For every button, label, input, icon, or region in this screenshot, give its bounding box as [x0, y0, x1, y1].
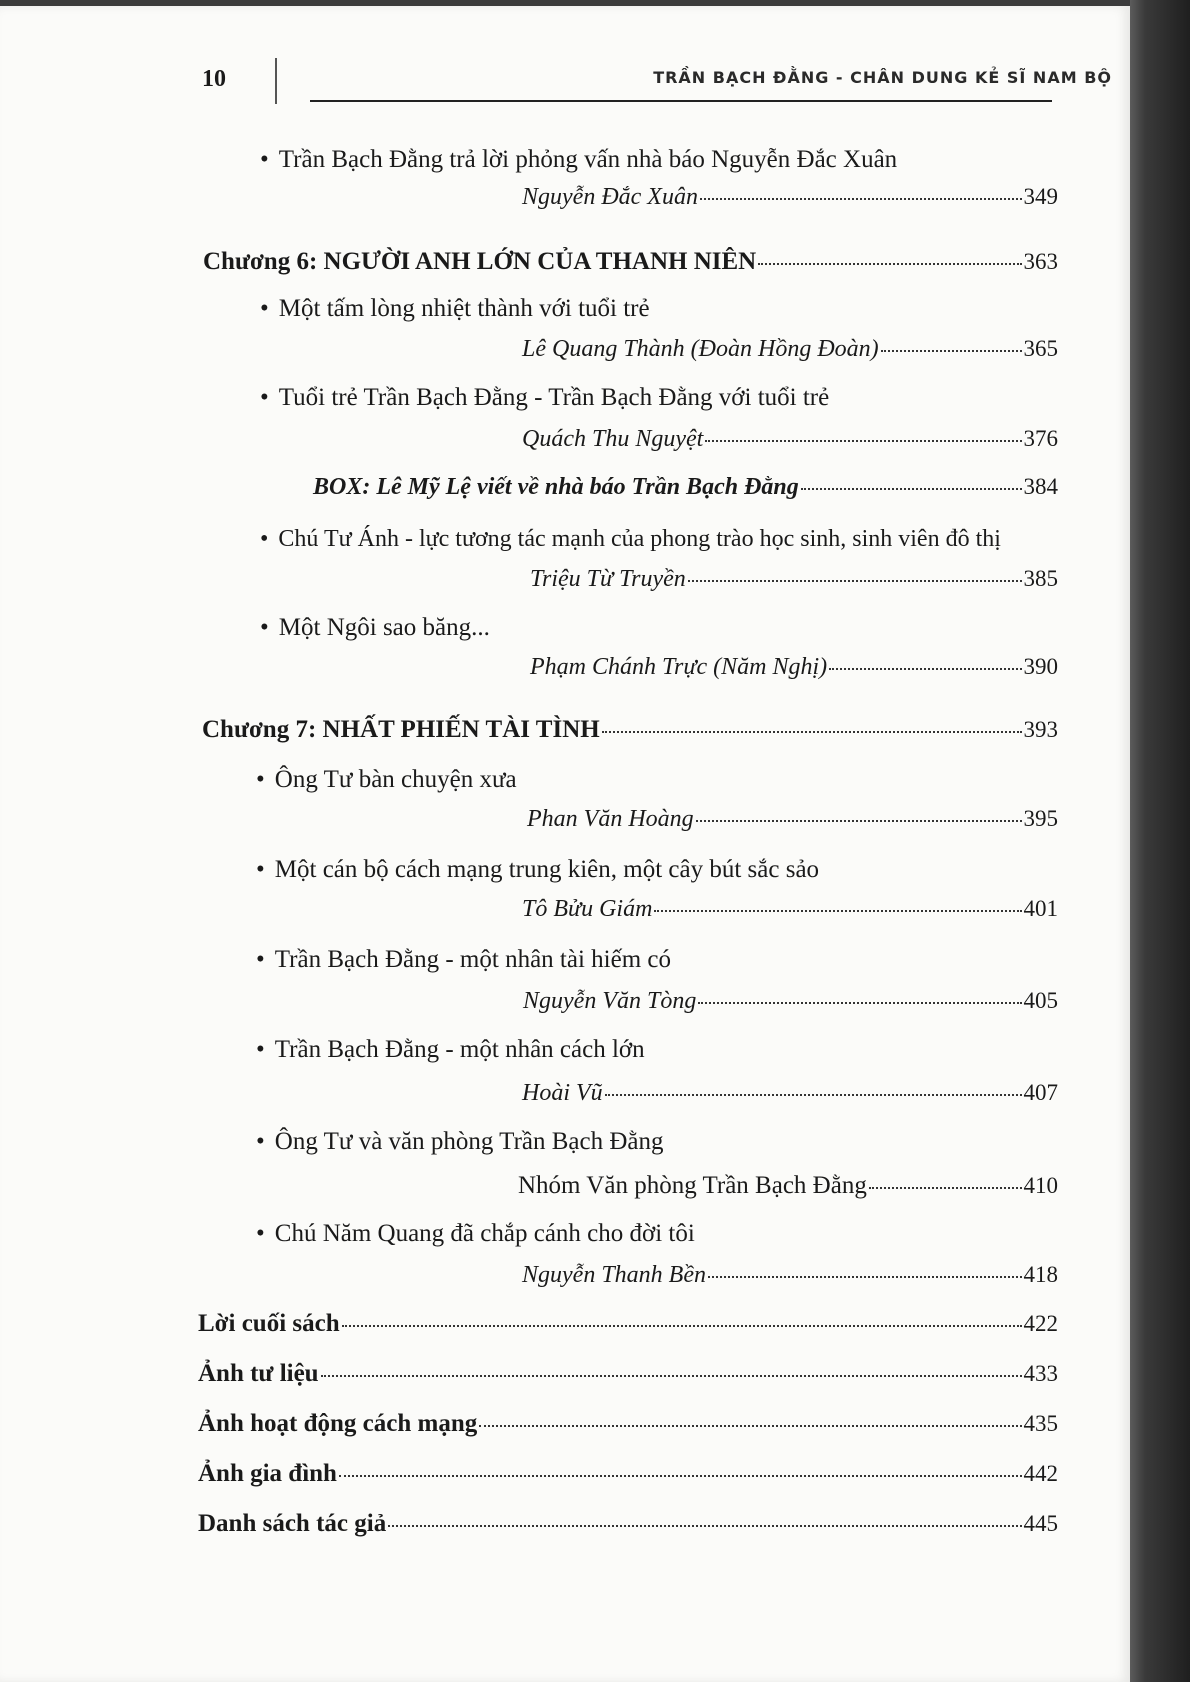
entry-title-text: Chú Tư Ánh - lực tương tác mạnh của phong trào học sinh, sinh viên đô thị [278, 526, 1001, 552]
entry-page: 390 [1023, 654, 1058, 679]
entry-author: Triệu Từ Truyền [530, 566, 686, 592]
entry-page: 385 [1023, 566, 1058, 591]
entry-page: 384 [1023, 474, 1058, 499]
section-title: Danh sách tác giả [198, 1510, 387, 1537]
toc-entry-line[interactable] [522, 184, 1058, 211]
section-title: Ảnh gia đình [198, 1460, 337, 1487]
entry-author: Quách Thu Nguyệt [522, 426, 704, 452]
entry-author: Nguyễn Văn Tòng [523, 988, 697, 1014]
dot-leader [688, 580, 1022, 582]
dot-leader [388, 1525, 1021, 1527]
dot-leader [869, 1187, 1022, 1189]
dot-leader [700, 198, 1022, 200]
box-title: BOX: Lê Mỹ Lệ viết về nhà báo Trần Bạch Đằng [313, 474, 799, 500]
toc-entry-line[interactable] [530, 654, 1058, 681]
entry-page: 445 [1023, 1511, 1058, 1536]
toc-entry-line[interactable] [522, 1080, 1058, 1107]
entry-page: 435 [1023, 1411, 1058, 1436]
toc-entry-line[interactable] [527, 806, 1058, 833]
entry-title-text: Một cán bộ cách mạng trung kiên, một cây bút sắc sảo [274, 856, 820, 883]
entry-title-text: Một tấm lòng nhiệt thành với tuổi trẻ [278, 295, 650, 322]
dot-leader [705, 440, 1021, 442]
section-entry[interactable] [198, 1410, 1058, 1438]
dot-leader [321, 1375, 1022, 1377]
dot-leader [696, 820, 1022, 822]
dot-leader [342, 1325, 1022, 1327]
toc-entry-title: • Ông Tư bàn chuyện xưa [256, 766, 517, 793]
entry-page: 433 [1023, 1361, 1058, 1386]
entry-author: Phan Văn Hoàng [527, 806, 694, 832]
dot-leader [708, 1276, 1022, 1278]
entry-page: 442 [1023, 1461, 1058, 1486]
entry-author: Nguyễn Đắc Xuân [522, 184, 698, 210]
entry-page: 395 [1023, 806, 1058, 831]
section-title: Ảnh tư liệu [198, 1360, 319, 1387]
entry-author: Phạm Chánh Trực (Năm Nghị) [530, 654, 828, 680]
toc-entry-line[interactable] [522, 336, 1058, 363]
section-title: Lời cuối sách [198, 1310, 340, 1337]
dot-leader [605, 1094, 1022, 1096]
dot-leader [602, 731, 1022, 733]
section-entry[interactable] [198, 1510, 1058, 1538]
entry-page: 405 [1023, 988, 1058, 1013]
dot-leader [698, 1002, 1021, 1004]
dot-leader [881, 350, 1022, 352]
entry-page: 349 [1023, 184, 1058, 209]
dot-leader [829, 668, 1021, 670]
entry-page: 365 [1023, 336, 1058, 361]
toc-entry-line[interactable] [522, 1262, 1058, 1289]
entry-page: 393 [1023, 717, 1058, 742]
entry-author: Nhóm Văn phòng Trần Bạch Đằng [518, 1172, 867, 1199]
entry-author: Hoài Vũ [522, 1080, 603, 1106]
dot-leader [479, 1425, 1021, 1427]
entry-title-text: Trần Bạch Đằng - một nhân cách lớn [274, 1036, 645, 1063]
section-entry[interactable] [198, 1360, 1058, 1388]
toc-entry-title: • Một tấm lòng nhiệt thành với tuổi trẻ [260, 295, 650, 322]
running-title: TRẦN BẠCH ĐẰNG - CHÂN DUNG KẺ SĨ NAM BỘ [653, 68, 1112, 87]
entry-page: 401 [1023, 896, 1058, 921]
book-spine-edge [1130, 0, 1190, 1682]
box-entry[interactable] [313, 474, 1058, 501]
entry-title-text: Trần Bạch Đằng - một nhân tài hiếm có [274, 946, 671, 973]
toc-entry-line[interactable] [523, 988, 1058, 1015]
toc-entry-title: • Trần Bạch Đằng - một nhân tài hiếm có [256, 946, 671, 973]
entry-title-text: Ông Tư bàn chuyện xưa [274, 766, 517, 793]
entry-title-text: Trần Bạch Đằng trả lời phỏng vấn nhà báo Nguyễn Đắc Xuân [278, 146, 898, 173]
toc-entry-title: • Ông Tư và văn phòng Trần Bạch Đằng [256, 1128, 664, 1155]
toc-entry-title: • Chú Tư Ánh - lực tương tác mạnh của phong trào học sinh, sinh viên đô thị [260, 526, 1001, 552]
section-entry[interactable] [198, 1460, 1058, 1488]
section-entry[interactable] [198, 1310, 1058, 1338]
toc-entry-title: • Chú Năm Quang đã chắp cánh cho đời tôi [256, 1220, 695, 1247]
page-number: 10 [202, 66, 226, 92]
entry-title-text: Tuổi trẻ Trần Bạch Đằng - Trần Bạch Đằng với tuổi trẻ [278, 384, 830, 411]
toc-entry-line[interactable] [522, 426, 1058, 453]
dot-leader [654, 910, 1021, 912]
chapter-entry[interactable] [203, 248, 1058, 276]
toc-entry-title: • Tuổi trẻ Trần Bạch Đằng - Trần Bạch Đằng với tuổi trẻ [260, 384, 830, 411]
entry-page: 410 [1023, 1173, 1058, 1198]
dot-leader [339, 1475, 1022, 1477]
entry-title-text: Ông Tư và văn phòng Trần Bạch Đằng [274, 1128, 664, 1155]
section-title: Ảnh hoạt động cách mạng [198, 1410, 478, 1437]
toc-entry-title: • Một Ngôi sao băng... [260, 614, 490, 641]
entry-page: 376 [1023, 426, 1058, 451]
entry-page: 422 [1023, 1311, 1058, 1336]
entry-page: 363 [1023, 249, 1058, 274]
chapter-title: Chương 7: NHẤT PHIẾN TÀI TÌNH [202, 716, 600, 743]
entry-author: Nguyễn Thanh Bền [522, 1262, 706, 1288]
entry-author: Tô Bửu Giám [522, 896, 653, 922]
toc-entry-line[interactable] [522, 896, 1058, 923]
entry-title-text: Một Ngôi sao băng... [278, 614, 490, 641]
entry-page: 407 [1023, 1080, 1058, 1105]
toc-entry-title: • Trần Bạch Đằng - một nhân cách lớn [256, 1036, 645, 1063]
dot-leader [758, 263, 1021, 265]
entry-title-text: Chú Năm Quang đã chắp cánh cho đời tôi [274, 1220, 695, 1247]
dot-leader [801, 488, 1022, 490]
entry-author: Lê Quang Thành (Đoàn Hồng Đoàn) [522, 336, 879, 362]
toc-entry-line[interactable] [530, 566, 1058, 593]
toc-entry-title: • Trần Bạch Đằng trả lời phỏng vấn nhà báo Nguyễn Đắc Xuân [260, 146, 898, 173]
toc-entry-line[interactable] [518, 1172, 1058, 1200]
chapter-title: Chương 6: NGƯỜI ANH LỚN CỦA THANH NIÊN [203, 248, 757, 275]
chapter-entry[interactable] [202, 716, 1058, 744]
toc-entry-title: • Một cán bộ cách mạng trung kiên, một cây bút sắc sảo [256, 856, 820, 883]
entry-page: 418 [1023, 1262, 1058, 1287]
